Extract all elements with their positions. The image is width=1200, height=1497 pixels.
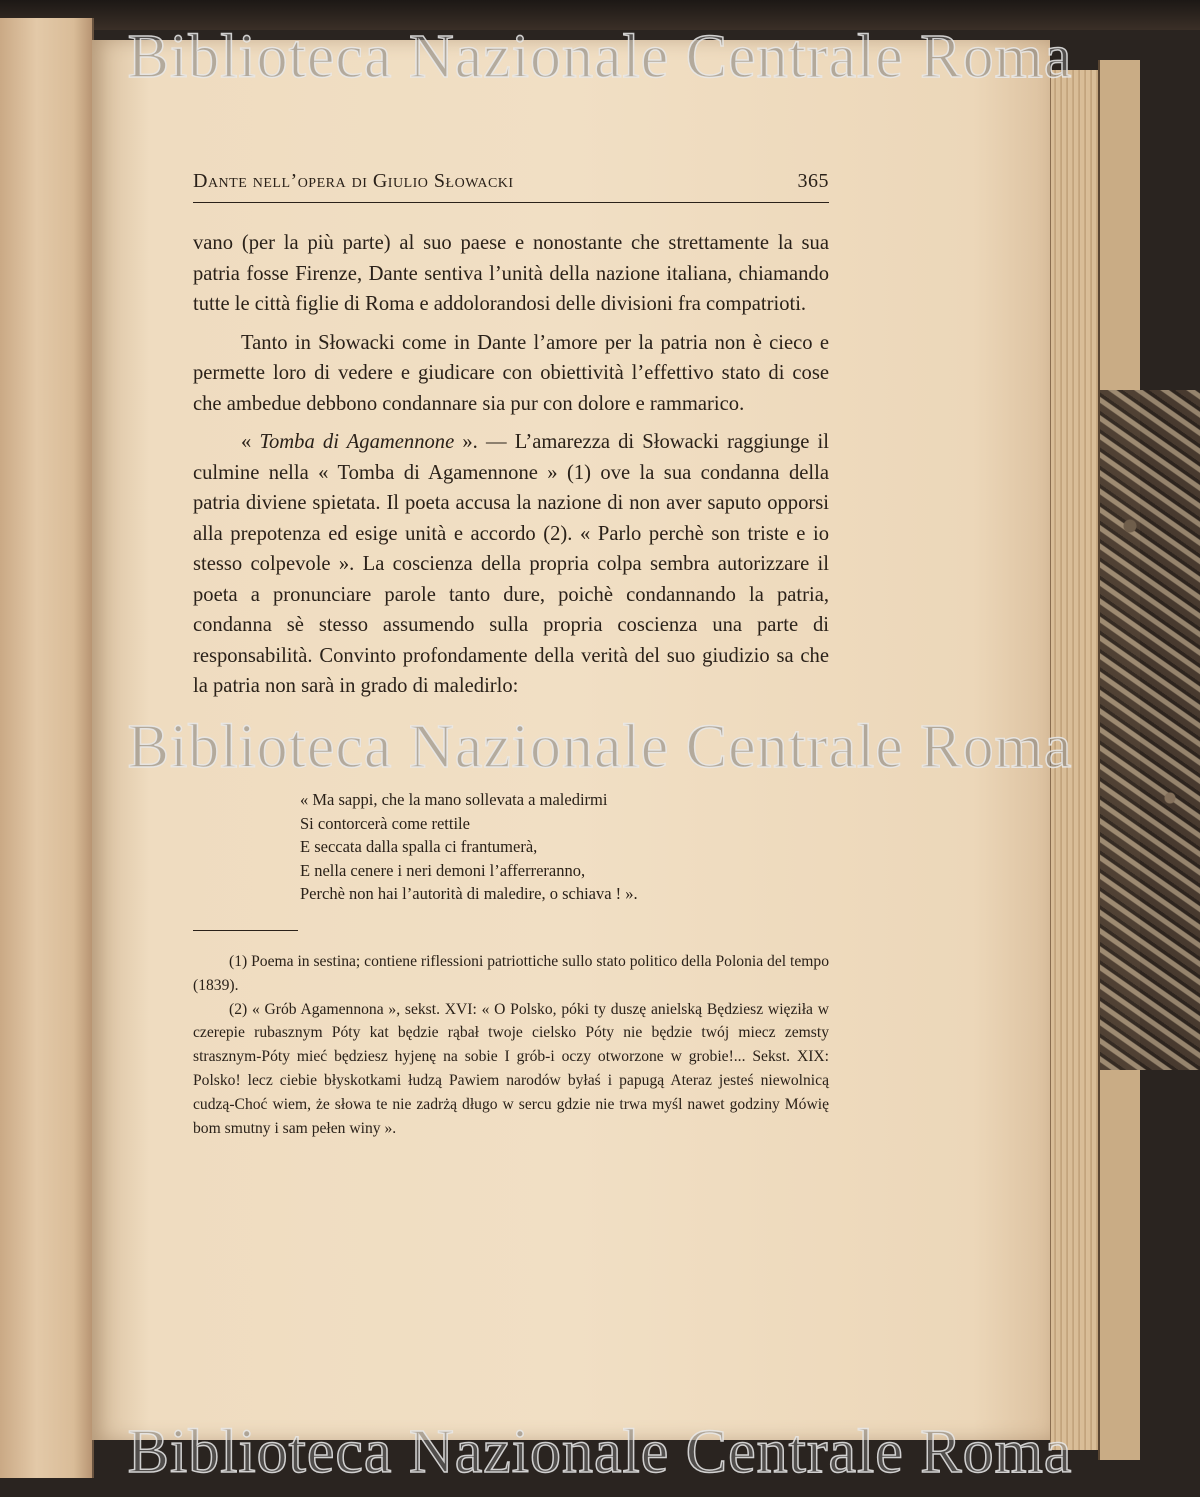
footnote-1: (1) Poema in sestina; contiene riflessioni patriottiche sullo stato politico della Polonia del tempo (1839). bbox=[193, 953, 829, 994]
section-title-italic: Tomba di Agamennone bbox=[259, 431, 455, 453]
watermark-top: Biblioteca Nazionale Centrale Roma bbox=[127, 23, 1073, 91]
verse-line: E nella cenere i neri demoni l’afferreranno, bbox=[300, 860, 586, 880]
verse-line: « Ma sappi, che la mano sollevata a maledirmi bbox=[300, 790, 608, 809]
paragraph-2: Tanto in Słowacki come in Dante l’amore per la patria non è cieco e permette loro di vedere e giudicare con obiettività l’effettivo stato di cose che ambedue debbono condannare sia pur con dolore e rammarico. bbox=[193, 331, 829, 415]
watermark-bottom: Biblioteca Nazionale Centrale Roma bbox=[127, 1418, 1073, 1486]
page-number: 365 bbox=[797, 170, 829, 192]
verse-line: E seccata dalla spalla ci frantumerà, bbox=[300, 837, 538, 856]
watermark-middle: Biblioteca Nazionale Centrale Roma bbox=[127, 713, 1073, 781]
header-rule bbox=[193, 202, 829, 203]
verse-line: Perchè non hai l’autorità di maledire, o schiava ! ». bbox=[300, 884, 638, 903]
quote-open: « bbox=[241, 431, 260, 453]
footnote-2: (2) « Grób Agamennona », sekst. XVI: « O Polsko, póki ty duszę anielską Będziesz więziła w czerepie rubasznym Póty kat będzie rąbał twoje cielsko Póty nie będzie twój miecz zemsty strasznym-Póty mieć będziesz hyjenę na sobie I grób-i oczy otworzone w grobie!... Sekst. XIX: Polsko! lecz ciebie błyskotkami łudzą Pawiem narodów byłaś i papugą Ateraz jesteś niewolnicą cudzą-Choć wiem, że słowa te nie zadrżą długo w sercu gdzie nie trwa myśl nawet godziny Mówię bom smutny i sam pełen winy ». bbox=[193, 1000, 829, 1137]
footnotes bbox=[193, 950, 829, 1140]
paragraph-1: vano (per la più parte) al suo paese e nonostante che strettamente la sua patria fosse Firenze, Dante sentiva l’unità della nazione italiana, chiamando tutte le città figlie di Roma e addolorandosi delle divisioni fra compatrioti. bbox=[193, 232, 829, 315]
verse-quotation bbox=[300, 788, 820, 906]
running-head-title: Dante nell’opera di Giulio Słowacki bbox=[193, 170, 514, 192]
main-text bbox=[193, 228, 829, 702]
verse-line: Si contorcerà come rettile bbox=[300, 813, 470, 833]
paragraph-3-text: ». — L’amarezza di Słowacki raggiunge il culmine nella « Tomba di Agamennone » (1) ove la sua condanna della patria diviene spietata. Il poeta accusa la nazione di non aver saputo opporsi alla prepotenza ed esige unità e accordo (2). « Parlo perchè son triste e io stesso colpevole ». La coscienza della propria colpa sembra autorizzare il poeta a pronunciare parole tanto dure, poichè condannando la patria, condanna sè stesso assumendo sulla propria coscienza una parte di responsabilità. Convinto profondamente della verità del suo giudizio sa che la patria non sarà in grado di maledirlo: bbox=[193, 431, 829, 697]
paragraph-3 bbox=[193, 427, 829, 702]
footnote-rule bbox=[193, 930, 298, 931]
